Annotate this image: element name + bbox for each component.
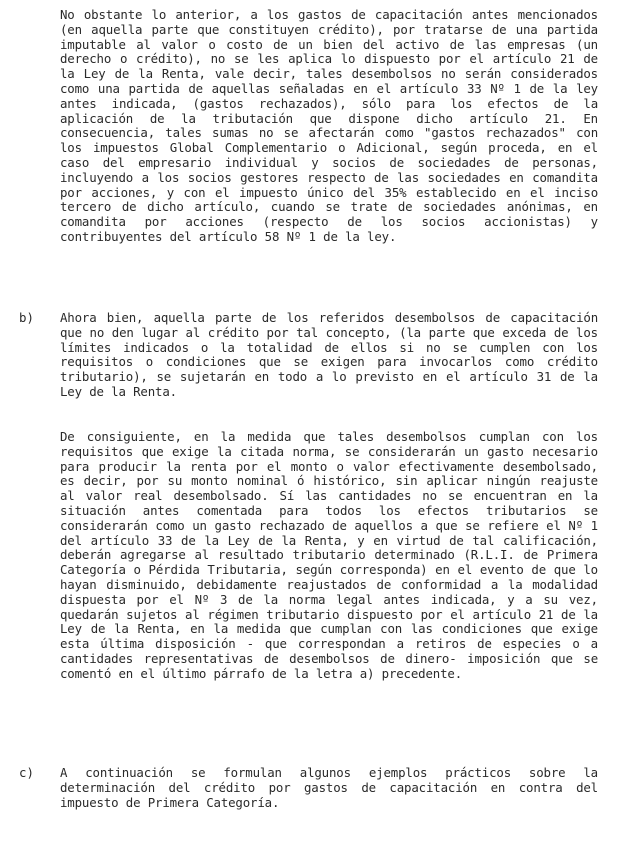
paragraph-b-second: De consiguiente, en la medida que tales desembolsos cumplan con los requisitos que exige la citada norma, se considerarán un gasto necesario para producir la renta por el monto o valor efectivamente desembolsado, es decir, por su monto nominal ó histórico, sin aplicar ningún reajuste al valor real desembolsado. Sí las cantidades no se encuentran en la situación antes comentada para todos los efectos tributarios se considerarán como un gasto rechazado de aquellos a que se refiere el Nº 1 del artículo 33 de la Ley de la Renta, y en virtud de tal calificación, deberán agregarse al resultado tributario determinado (R.L.I. de Primera Categoría o Pérdida Tributaria, según corresponda) en el evento de que lo hayan disminuido, debidamente reajustados de conformidad a la modalidad dispuesta por el Nº 3 de la norma legal antes indicada, y a su vez, quedarán sujetos al régimen tributario dispuesto por el artículo 21 de la Ley de la Renta, en la medida que cumplan con las condiciones que exige esta última disposición - que correspondan a retiros de especies o a cantidades representativas de desembolsos de dinero- imposición que se comentó en el último párrafo de la letra a) precedente.	[60, 429, 598, 681]
list-marker-b: b)	[19, 310, 34, 325]
paragraph-c: A continuación se formulan algunos ejemplos prácticos sobre la determinación del crédito por gastos de capacitación en contra del impuesto de Primera Categoría.	[60, 765, 598, 810]
paragraph-intro: No obstante lo anterior, a los gastos de capacitación antes mencionados (en aquella parte que constituyen crédito), por tratarse de una partida imputable al valor o costo de un bien del activo de las empresas (un derecho o crédito), no se les aplica lo dispuesto por el artículo 21 de la Ley de la Renta, vale decir, tales desembolsos no serán considerados como una partida de aquellas señaladas en el artículo 33 Nº 1 de la ley antes indicada, (gastos rechazados), sólo para los efectos de la aplicación de la tributación que dispone dicho artículo 21. En consecuencia, tales sumas no se afectarán como "gastos rechazados" con los impuestos Global Complementario o Adicional, según proceda, en el caso del empresario individual y socios de sociedades de personas, incluyendo a los socios gestores respecto de las sociedades en comandita por acciones, y con el impuesto único del 35% establecido en el inciso tercero de dicho artículo, cuando se trate de sociedades anónimas, en comandita por acciones (respecto de los socios accionistas) y contribuyentes del artículo 58 Nº 1 de la ley.	[60, 7, 598, 244]
list-marker-c: c)	[19, 765, 34, 780]
paragraph-b-first: Ahora bien, aquella parte de los referidos desembolsos de capacitación que no den lugar al crédito por tal concepto, (la parte que exceda de los límites indicados o la totalidad de ellos si no se cumplen con los requisitos o condiciones que se exigen para invocarlos como crédito tributario), se sujetarán en todo a lo previsto en el artículo 31 de la Ley de la Renta.	[60, 310, 598, 399]
